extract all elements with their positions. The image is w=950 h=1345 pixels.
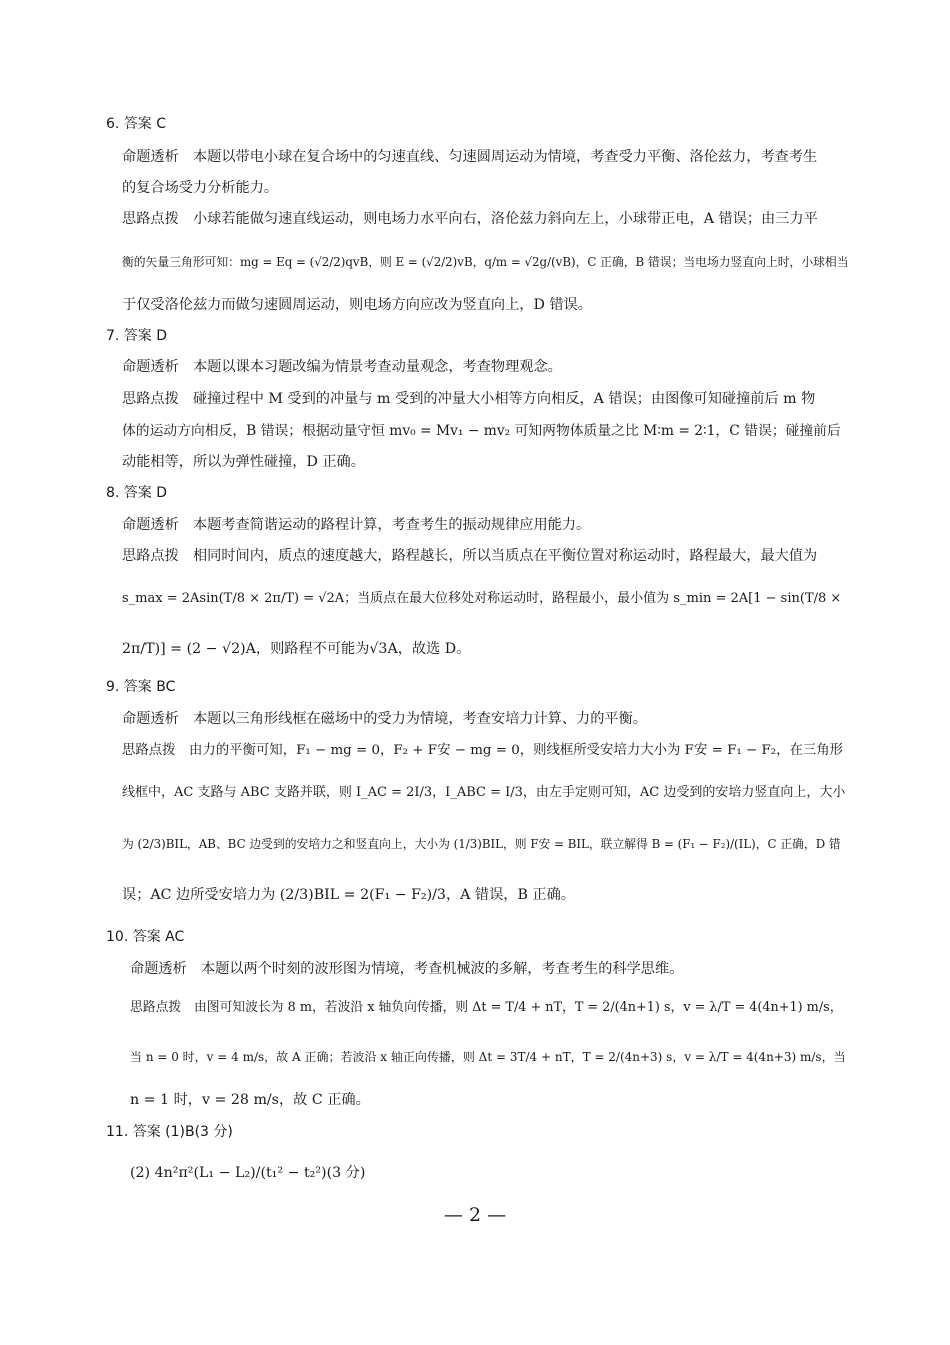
q10-hint-line1: 思路点拨 由图可知波长为 8 m，若波沿 x 轴负向传播，则 Δt = T/4 + nT，T = 2/(4n+1) s，v = λ/T = 4(4n+1) m/s， [130, 1000, 843, 1015]
q10-answer-heading: 10. 答案 AC [106, 929, 185, 945]
q9-answer-heading: 9. 答案 BC [106, 679, 176, 695]
q7-hint-line2: 体的运动方向相反，B 错误；根据动量守恒 mv₀ = Mv₁ − mv₂ 可知两物体质量之比 M∶m = 2∶1，C 错误；碰撞前后 [122, 423, 841, 439]
page-number: — 2 — [443, 1204, 507, 1226]
q8-analysis-line1: 命题透析 本题考查简谐运动的路程计算，考查考生的振动规律应用能力。 [122, 517, 591, 533]
q10-hint-line3: n = 1 时，v = 28 m/s，故 C 正确。 [130, 1092, 370, 1108]
q9-hint-line4: 误；AC 边所受安培力为 (2/3)BIL = 2(F₁ − F₂)/3，A 错误，B 正确。 [122, 887, 575, 903]
q8-answer-heading: 8. 答案 D [106, 485, 168, 501]
q6-hint-line3: 于仅受洛伦兹力而做匀速圆周运动，则电场方向应改为竖直向上，D 错误。 [122, 297, 592, 313]
q6-answer-heading: 6. 答案 C [106, 116, 167, 132]
q11-answer-part2: (2) 4n²π²(L₁ − L₂)/(t₁² − t₂²)(3 分) [130, 1165, 366, 1181]
q11-answer-heading: 11. 答案 (1)B(3 分) [106, 1124, 233, 1140]
q7-hint-line3: 动能相等，所以为弹性碰撞，D 正确。 [122, 454, 365, 470]
q7-analysis-line1: 命题透析 本题以课本习题改编为情景考查动量观念，考查物理观念。 [122, 359, 562, 375]
q7-answer-heading: 7. 答案 D [106, 328, 168, 344]
q8-hint-line2: s_max = 2Asin(T/8 × 2π/T) = √2A；当质点在最大位移处对称运动时，路程最小，最小值为 s_min = 2A[1 − sin(T/8 × [122, 591, 842, 606]
q9-hint-line1: 思路点拨 由力的平衡可知，F₁ − mg = 0，F₂ + F安 − mg = 0，则线框所受安培力大小为 F安 = F₁ − F₂，在三角形 [122, 743, 844, 758]
q7-hint-line1: 思路点拨 碰撞过程中 M 受到的冲量与 m 受到的冲量大小相等方向相反，A 错误；由图像可知碰撞前后 m 物 [122, 391, 816, 407]
q6-hint-line1: 思路点拨 小球若能做匀速直线运动，则电场力水平向右，洛伦兹力斜向左上，小球带正电，A 错误；由三力平 [122, 211, 818, 227]
q6-hint-line2: 衡的矢量三角形可知：mg = Eq = (√2/2)qvB，则 E = (√2/2)vB，q/m = √2g/(vB)，C 正确，B 错误；当电场力竖直向上时，小球相当 [122, 255, 849, 269]
q10-analysis-line1: 命题透析 本题以两个时刻的波形图为情境，考查机械波的多解，考查考生的科学思维。 [130, 961, 684, 977]
q9-analysis-line1: 命题透析 本题以三角形线框在磁场中的受力为情境，考查安培力计算、力的平衡。 [122, 711, 647, 727]
q9-hint-line2: 线框中，AC 支路与 ABC 支路并联，则 I_AC = 2I/3，I_ABC = I/3，由左手定则可知，AC 边受到的安培力竖直向上，大小 [122, 785, 846, 800]
q8-hint-line3: 2π/T)] = (2 − √2)A，则路程不可能为√3A，故选 D。 [122, 641, 471, 657]
q9-hint-line3: 为 (2/3)BIL，AB、BC 边受到的安培力之和竖直向上，大小为 (1/3)BIL，则 F安 = BIL，联立解得 B = (F₁ − F₂)/(IL)，C 正确，D 错 [122, 837, 841, 851]
q10-hint-line2: 当 n = 0 时，v = 4 m/s，故 A 正确；若波沿 x 轴正向传播，则 Δt = 3T/4 + nT，T = 2/(4n+3) s，v = λ/T = 4(4n+3) m/s，当 [130, 1050, 846, 1064]
q8-hint-line1: 思路点拨 相同时间内，质点的速度越大，路程越长，所以当质点在平衡位置对称运动时，路程最大，最大值为 [122, 548, 818, 564]
q6-analysis-line2: 的复合场受力分析能力。 [122, 180, 279, 196]
q6-analysis-line1: 命题透析 本题以带电小球在复合场中的匀速直线、匀速圆周运动为情境，考查受力平衡、洛伦兹力，考查考生 [122, 149, 818, 165]
